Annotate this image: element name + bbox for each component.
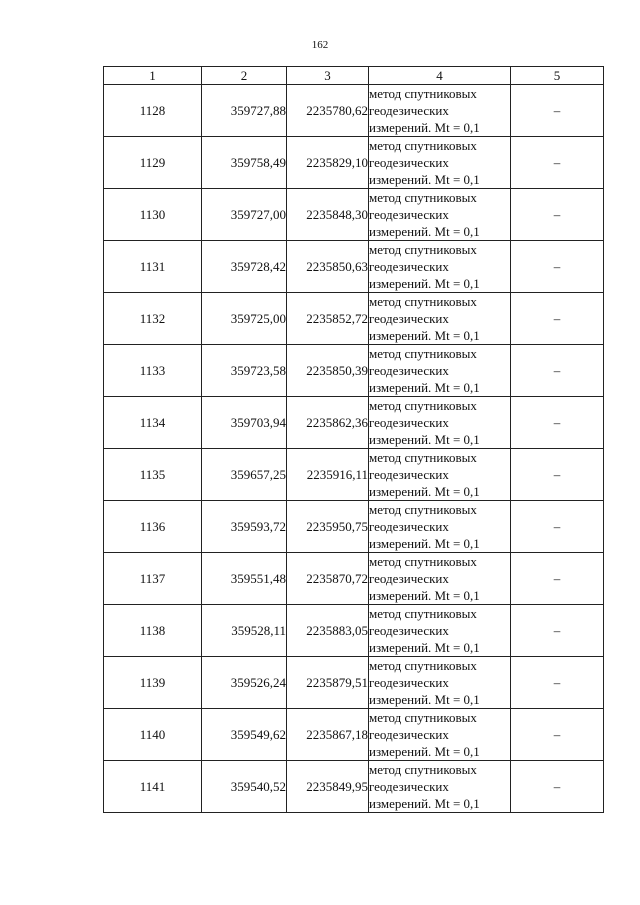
point-number-cell: 1141 bbox=[104, 761, 202, 813]
method-text-line: геодезических bbox=[369, 415, 449, 430]
table-row bbox=[104, 189, 604, 241]
x-coordinate-cell: 359657,25 bbox=[202, 449, 287, 501]
y-coordinate-cell: 2235950,75 bbox=[287, 501, 369, 553]
x-coordinate-cell: 359758,49 bbox=[202, 137, 287, 189]
method-text-line: геодезических bbox=[369, 363, 449, 378]
method-cell bbox=[369, 241, 511, 293]
point-number-cell: 1129 bbox=[104, 137, 202, 189]
method-text-line: геодезических bbox=[369, 311, 449, 326]
column-header: 3 bbox=[287, 67, 369, 85]
table-row bbox=[104, 709, 604, 761]
method-text-line: метод спутниковых bbox=[369, 554, 477, 569]
y-coordinate-cell: 2235850,63 bbox=[287, 241, 369, 293]
method-cell bbox=[369, 553, 511, 605]
method-text-line: геодезических bbox=[369, 467, 449, 482]
y-coordinate-cell: 2235780,62 bbox=[287, 85, 369, 137]
method-text-line: метод спутниковых bbox=[369, 86, 477, 101]
point-number-cell: 1134 bbox=[104, 397, 202, 449]
x-coordinate-cell: 359703,94 bbox=[202, 397, 287, 449]
x-coordinate-cell: 359727,00 bbox=[202, 189, 287, 241]
method-text-line: метод спутниковых bbox=[369, 242, 477, 257]
note-cell: – bbox=[511, 449, 604, 501]
note-cell: – bbox=[511, 657, 604, 709]
method-text-line: геодезических bbox=[369, 207, 449, 222]
y-coordinate-cell: 2235852,72 bbox=[287, 293, 369, 345]
coordinates-table bbox=[103, 66, 604, 813]
point-number-cell: 1131 bbox=[104, 241, 202, 293]
x-coordinate-cell: 359526,24 bbox=[202, 657, 287, 709]
note-cell: – bbox=[511, 501, 604, 553]
method-cell bbox=[369, 449, 511, 501]
method-text-line: метод спутниковых bbox=[369, 658, 477, 673]
method-text-line: измерений. Mt = 0,1 bbox=[369, 640, 480, 655]
method-text-line: метод спутниковых bbox=[369, 710, 477, 725]
method-text-line: метод спутниковых bbox=[369, 502, 477, 517]
table-row bbox=[104, 605, 604, 657]
table-row bbox=[104, 657, 604, 709]
note-cell: – bbox=[511, 345, 604, 397]
method-text-line: измерений. Mt = 0,1 bbox=[369, 432, 480, 447]
column-header: 4 bbox=[369, 67, 511, 85]
x-coordinate-cell: 359549,62 bbox=[202, 709, 287, 761]
method-text-line: геодезических bbox=[369, 155, 449, 170]
y-coordinate-cell: 2235849,95 bbox=[287, 761, 369, 813]
column-header: 5 bbox=[511, 67, 604, 85]
point-number-cell: 1138 bbox=[104, 605, 202, 657]
x-coordinate-cell: 359528,11 bbox=[202, 605, 287, 657]
method-text-line: метод спутниковых bbox=[369, 450, 477, 465]
x-coordinate-cell: 359725,00 bbox=[202, 293, 287, 345]
method-text-line: метод спутниковых bbox=[369, 762, 477, 777]
y-coordinate-cell: 2235862,36 bbox=[287, 397, 369, 449]
method-text-line: измерений. Mt = 0,1 bbox=[369, 536, 480, 551]
method-text-line: геодезических bbox=[369, 103, 449, 118]
y-coordinate-cell: 2235829,10 bbox=[287, 137, 369, 189]
column-header: 1 bbox=[104, 67, 202, 85]
method-text-line: измерений. Mt = 0,1 bbox=[369, 224, 480, 239]
point-number-cell: 1140 bbox=[104, 709, 202, 761]
method-cell bbox=[369, 605, 511, 657]
y-coordinate-cell: 2235850,39 bbox=[287, 345, 369, 397]
note-cell: – bbox=[511, 137, 604, 189]
table-row bbox=[104, 137, 604, 189]
method-text-line: метод спутниковых bbox=[369, 138, 477, 153]
note-cell: – bbox=[511, 241, 604, 293]
method-cell bbox=[369, 657, 511, 709]
table-header-row bbox=[104, 67, 604, 85]
y-coordinate-cell: 2235848,30 bbox=[287, 189, 369, 241]
method-text-line: измерений. Mt = 0,1 bbox=[369, 276, 480, 291]
table-row bbox=[104, 397, 604, 449]
method-text-line: измерений. Mt = 0,1 bbox=[369, 588, 480, 603]
method-text-line: метод спутниковых bbox=[369, 398, 477, 413]
note-cell: – bbox=[511, 189, 604, 241]
table-row bbox=[104, 761, 604, 813]
method-cell bbox=[369, 345, 511, 397]
note-cell: – bbox=[511, 397, 604, 449]
y-coordinate-cell: 2235870,72 bbox=[287, 553, 369, 605]
method-text-line: геодезических bbox=[369, 259, 449, 274]
x-coordinate-cell: 359551,48 bbox=[202, 553, 287, 605]
method-text-line: метод спутниковых bbox=[369, 346, 477, 361]
method-text-line: метод спутниковых bbox=[369, 294, 477, 309]
note-cell: – bbox=[511, 761, 604, 813]
method-text-line: измерений. Mt = 0,1 bbox=[369, 744, 480, 759]
column-header: 2 bbox=[202, 67, 287, 85]
method-text-line: геодезических bbox=[369, 571, 449, 586]
table-row bbox=[104, 501, 604, 553]
x-coordinate-cell: 359728,42 bbox=[202, 241, 287, 293]
x-coordinate-cell: 359593,72 bbox=[202, 501, 287, 553]
point-number-cell: 1130 bbox=[104, 189, 202, 241]
method-text-line: измерений. Mt = 0,1 bbox=[369, 796, 480, 811]
point-number-cell: 1137 bbox=[104, 553, 202, 605]
point-number-cell: 1133 bbox=[104, 345, 202, 397]
method-text-line: измерений. Mt = 0,1 bbox=[369, 328, 480, 343]
method-text-line: геодезических bbox=[369, 519, 449, 534]
method-text-line: измерений. Mt = 0,1 bbox=[369, 172, 480, 187]
method-text-line: измерений. Mt = 0,1 bbox=[369, 380, 480, 395]
y-coordinate-cell: 2235867,18 bbox=[287, 709, 369, 761]
method-cell bbox=[369, 189, 511, 241]
method-text-line: геодезических bbox=[369, 675, 449, 690]
note-cell: – bbox=[511, 553, 604, 605]
method-cell bbox=[369, 709, 511, 761]
note-cell: – bbox=[511, 293, 604, 345]
point-number-cell: 1139 bbox=[104, 657, 202, 709]
method-text-line: метод спутниковых bbox=[369, 190, 477, 205]
method-cell bbox=[369, 501, 511, 553]
method-text-line: метод спутниковых bbox=[369, 606, 477, 621]
note-cell: – bbox=[511, 709, 604, 761]
method-cell bbox=[369, 397, 511, 449]
page-number: 162 bbox=[311, 39, 329, 51]
x-coordinate-cell: 359540,52 bbox=[202, 761, 287, 813]
y-coordinate-cell: 2235916,11 bbox=[287, 449, 369, 501]
y-coordinate-cell: 2235879,51 bbox=[287, 657, 369, 709]
method-cell bbox=[369, 293, 511, 345]
method-cell bbox=[369, 137, 511, 189]
point-number-cell: 1136 bbox=[104, 501, 202, 553]
method-text-line: геодезических bbox=[369, 623, 449, 638]
method-text-line: измерений. Mt = 0,1 bbox=[369, 484, 480, 499]
method-text-line: геодезических bbox=[369, 779, 449, 794]
x-coordinate-cell: 359727,88 bbox=[202, 85, 287, 137]
table-row bbox=[104, 241, 604, 293]
x-coordinate-cell: 359723,58 bbox=[202, 345, 287, 397]
method-text-line: геодезических bbox=[369, 727, 449, 742]
table-row bbox=[104, 85, 604, 137]
table-row bbox=[104, 553, 604, 605]
point-number-cell: 1128 bbox=[104, 85, 202, 137]
method-text-line: измерений. Mt = 0,1 bbox=[369, 692, 480, 707]
y-coordinate-cell: 2235883,05 bbox=[287, 605, 369, 657]
note-cell: – bbox=[511, 605, 604, 657]
point-number-cell: 1132 bbox=[104, 293, 202, 345]
table-row bbox=[104, 449, 604, 501]
point-number-cell: 1135 bbox=[104, 449, 202, 501]
table-row bbox=[104, 293, 604, 345]
method-text-line: измерений. Mt = 0,1 bbox=[369, 120, 480, 135]
table-row bbox=[104, 345, 604, 397]
method-cell bbox=[369, 85, 511, 137]
note-cell: – bbox=[511, 85, 604, 137]
method-cell bbox=[369, 761, 511, 813]
